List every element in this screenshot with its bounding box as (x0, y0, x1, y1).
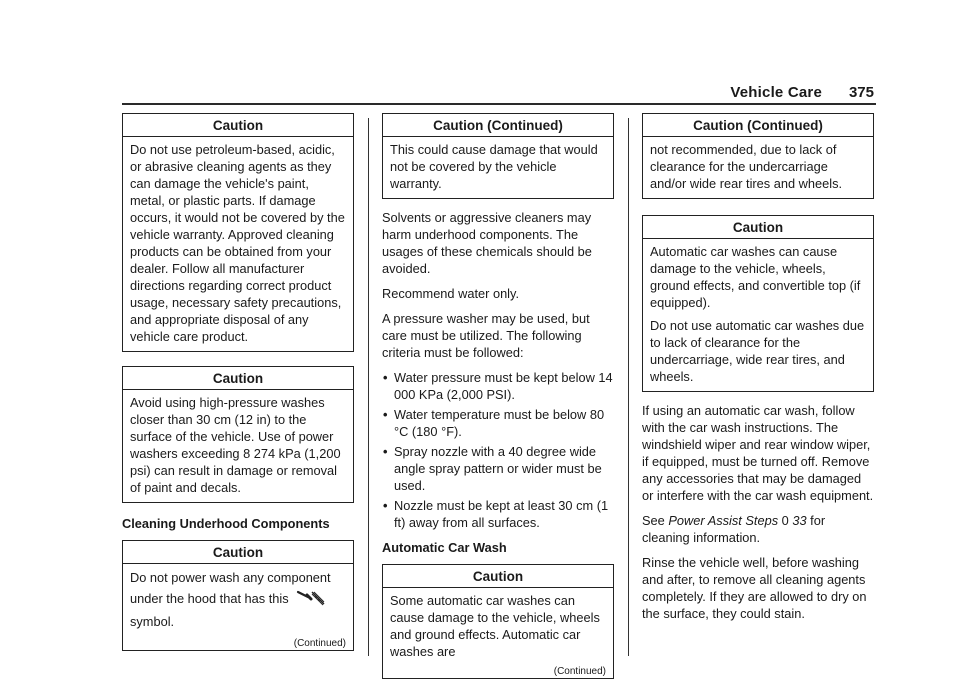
see-text: See (642, 513, 665, 528)
cross-reference-link[interactable]: Power Assist Steps (668, 513, 779, 528)
caution-title: Caution (643, 216, 873, 239)
caution-title: Caution (Continued) (383, 114, 613, 137)
paragraph: Recommend water only. (382, 286, 520, 301)
caution-text: Do not power wash any component under the hood that has this (130, 570, 331, 606)
subheading: Cleaning Underhood Components (122, 516, 330, 531)
caution-text: This could cause damage that would not be covered by the vehicle warranty. (390, 142, 598, 191)
paragraph-text: for cleaning information. (642, 513, 826, 545)
caution-text: Automatic car washes can cause damage to the vehicle, wheels, ground effects, and convertible top (if equipped). (650, 244, 861, 310)
caution-title: Caution (123, 541, 353, 564)
caution-text: Avoid using high-pressure washes closer than 30 cm (12 in) to the surface of the vehicle. Use of power washers exceeding 8 274 kPa (1,200 psi) can result in damage or removal of paint and decals. (130, 395, 341, 495)
caution-box (122, 540, 354, 651)
paragraph: A pressure washer may be used, but care must be utilized. The following criteria must be followed: (382, 311, 590, 360)
section-title: Vehicle Care (730, 84, 822, 101)
caution-title: Caution (383, 565, 613, 588)
caution-box (642, 215, 874, 392)
subheading: Automatic Car Wash (382, 540, 507, 555)
header-rule (122, 103, 876, 105)
caution-title: Caution (123, 367, 353, 390)
page-number: 375 (848, 84, 874, 101)
no-power-wash-icon (296, 588, 326, 612)
criteria-list (382, 369, 614, 531)
page-ref-arrow-icon: 0 (781, 513, 789, 528)
column-divider (368, 118, 369, 656)
caution-text: symbol. (130, 614, 175, 629)
caution-box (382, 564, 614, 679)
caution-text: Some automatic car washes can cause damage to the vehicle, wheels and ground effects. Automatic car washes are (390, 593, 600, 659)
page-ref[interactable]: 33 (792, 513, 807, 528)
list-item: • Water temperature must be below 80 °C (180 °F). (382, 406, 614, 440)
list-item: • Water pressure must be kept below 14 000 KPa (2,000 PSI). (382, 369, 614, 403)
column-2 (382, 113, 614, 693)
caution-title: Caution (123, 114, 353, 137)
column-divider (628, 118, 629, 656)
page-header (122, 82, 874, 104)
caution-box (642, 113, 874, 199)
caution-box (382, 113, 614, 199)
caution-title: Caution (Continued) (643, 114, 873, 137)
paragraph: Rinse the vehicle well, before washing and after, to remove all cleaning agents completely. If they are allowed to dry on the surface, they could stain. (642, 555, 867, 621)
list-item: • Spray nozzle with a 40 degree wide angle spray pattern or wider must be used. (382, 443, 614, 494)
caution-box (122, 366, 354, 503)
caution-text: Do not use automatic car washes due to lack of clearance for the undercarriage, wide rear tires, and wheels. (650, 318, 865, 384)
caution-box (122, 113, 354, 352)
column-3 (642, 113, 874, 630)
continued-label: (Continued) (553, 666, 606, 677)
caution-text: not recommended, due to lack of clearance for the undercarriage and/or wide rear tires and wheels. (650, 142, 843, 191)
column-1 (122, 113, 354, 665)
caution-text: Do not use petroleum-based, acidic, or abrasive cleaning agents as they can damage the vehicle's paint, metal, or plastic parts. If damage occurs, it would not be covered by the vehicle warranty. Approved cleaning products can be obtained from your dealer. Follow all manufacturer directions regarding correct product usage, necessary safety precautions, and appropriate disposal of any vehicle care product. (130, 142, 345, 344)
paragraph: If using an automatic car wash, follow with the car wash instructions. The windshield wiper and rear window wiper, if equipped, must be turned off. Remove any accessories that may be damaged or interfere with the car wash equipment. (642, 403, 874, 503)
paragraph (642, 512, 874, 546)
list-item: • Nozzle must be kept at least 30 cm (1 ft) away from all surfaces. (382, 497, 614, 531)
paragraph: Solvents or aggressive cleaners may harm underhood components. The usages of these chemicals should be avoided. (382, 210, 592, 276)
continued-label: (Continued) (293, 638, 346, 649)
